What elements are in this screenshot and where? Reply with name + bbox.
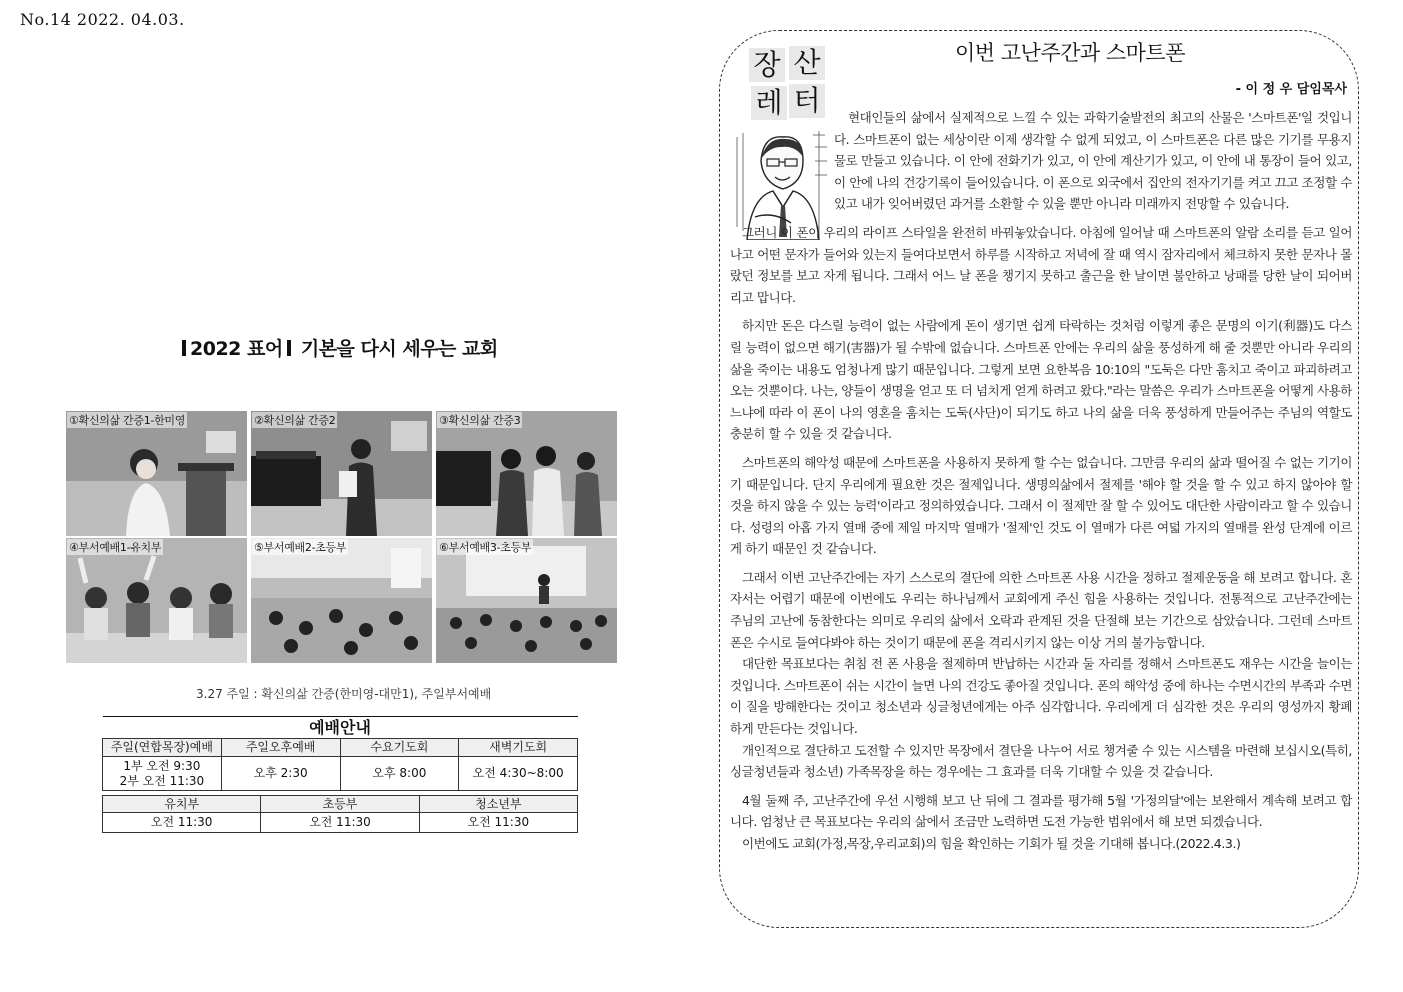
- photo-image: [66, 538, 247, 663]
- header-elementary: 초등부: [261, 796, 419, 813]
- photo-3: [436, 411, 617, 536]
- letter-paragraph: 개인적으로 결단하고 도전할 수 있지만 목장에서 결단을 나누어 서로 챙겨줄 수 있는 시스템을 마련해 보십시오(특히, 싱글청년들과 청소년) 가족목장을 하는 경우에는 그 효과를 더욱 기대할 수 있을 것 같습니다.: [730, 742, 1352, 780]
- header-afternoon: 주일오후예배: [221, 739, 340, 757]
- value-sunday: [103, 757, 222, 791]
- worship-dept-table: [102, 795, 578, 833]
- sunday-first-service: 1부 오전 9:30: [123, 758, 201, 773]
- worship-title: 예배안내: [103, 717, 578, 739]
- letter-title: 이번 고난주간과 스마트폰: [955, 41, 1185, 65]
- letter-paragraph: 그래서 이번 고난주간에는 자기 스스로의 결단에 의한 스마트폰 사용 시간을 정하고 절제운동을 해 보려고 합니다. 혼자서는 어렵기 때문에 이번에도 우리는 하나님께서 교회에게 주신 힘을 사용하는 것입니다. 전통적으로 고난주간에는 주님의 고난에 동참한다는 의미로 우리의 삶에서 오락과 관계된 것을 단절해 보는 기간으로 삼았습니다. 그런데 스마트폰은 수시로 들여다봐야 하는 것이기 때문에 폰을 격리시키지 않는 이상 거의 불가능합니다.: [730, 569, 1352, 650]
- stamp-char: 산: [789, 46, 825, 80]
- photo-image: [251, 538, 432, 663]
- letter-paragraph: 스마트폰의 해악성 때문에 스마트폰을 사용하지 못하게 할 수는 없습니다. 그만큼 우리의 삶과 떨어질 수 없는 기기이기 때문입니다. 단지 우리에게 필요한 것은 절제입니다. 생명의삶에서 절제를 '해야 할 것을 할 수 있고 하지 않아야 할 것을 하지 않을 수 있는 능력'이라고 정의하였습니다. 그래서 이 절제만 잘 할 수 있어도 대단한 사람이라고 할 수 있습니다. 성령의 아홉 가지 열매 중에 제일 마지막 열매가 '절제'인 것도 이 열매가 다른 여덟 가지의 열매를 완성 단계에 이르게 하기 때문인 것 같습니다.: [730, 454, 1352, 557]
- value-youth: 오전 11:30: [419, 813, 577, 833]
- letter-author: - 이 정 우 담임목사: [1235, 82, 1347, 97]
- value-elementary: 오전 11:30: [261, 813, 419, 833]
- photo-4: [66, 538, 247, 663]
- value-wednesday: 오후 8:00: [340, 757, 459, 791]
- letter-body: [730, 107, 1352, 855]
- value-dawn: 오전 4:30~8:00: [459, 757, 578, 791]
- header-dawn: 새벽기도회: [459, 739, 578, 757]
- motto-label: 2022 표어: [190, 338, 283, 360]
- photo-6: [436, 538, 617, 663]
- photo-5: [251, 538, 432, 663]
- letter-paragraph: 현대인들의 삶에서 실제적으로 느낄 수 있는 과학기술발전의 최고의 산물은 '스마트폰'일 것입니다. 스마트폰이 없는 세상이란 이제 생각할 수 없게 되었고, 이 스마트폰은 다른 많은 기기를 무용지물로 만들고 있습니다. 이 안에 전화기가 있고, 이 안에 계산기가 있고, 이 안에 내 통장이 들어 있고, 이 안에 나의 건강기록이 들어있습니다. 이 폰으로 외국에서 집안의 전자기기를 켜고 끄고 조정할 수 있고 내가 잊어버렸던 과거를 소환할 수 있을 뿐만 아니라 미래까지 전망할 수 있습니다.: [834, 110, 1352, 212]
- bar-mark: [182, 340, 186, 356]
- stamp-char: 터: [789, 84, 825, 118]
- motto-text: 기본을 다시 세우는 교회: [300, 338, 498, 360]
- photo-caption: ⑥부서예배3-초등부: [439, 541, 532, 554]
- header-sunday: 주일(연합목장)예배: [103, 739, 222, 757]
- header-wednesday: 수요기도회: [340, 739, 459, 757]
- stamp-char: 레: [751, 86, 787, 120]
- stamp-char: 장: [749, 48, 785, 82]
- photo-image: [251, 411, 432, 536]
- letter-paragraph: 4월 둘째 주, 고난주간에 우선 시행해 보고 난 뒤에 그 결과를 평가해 5월 '가정의달'에는 보완해서 계속해 보려고 합니다. 엄청난 큰 목표보다는 우리의 삶에서 조금만 노력하면 도전 가능한 범위에서 해 보면 되겠습니다.: [730, 792, 1352, 830]
- header-youth: 청소년부: [419, 796, 577, 813]
- header-kindergarten: 유치부: [103, 796, 261, 813]
- photo-image: [436, 538, 617, 663]
- photo-grid-caption: 3.27 주일 : 확신의삶 간증(한미영-대만1), 주일부서예배: [196, 687, 492, 701]
- worship-schedule: [102, 716, 578, 833]
- photo-2: [251, 411, 432, 536]
- worship-main-table: [102, 716, 578, 791]
- bar-mark: [287, 340, 291, 356]
- photo-caption: ③확신의삶 간증3: [439, 414, 521, 427]
- letter-paragraph: 대단한 목표보다는 취침 전 폰 사용을 절제하며 반납하는 시간과 둘 자리를 정해서 스마트폰도 재우는 시간을 늘이는 것입니다. 스마트폰이 쉬는 시간이 늘면 나의 건강도 좋아질 것입니다. 폰의 해악성 중에 하나는 수면시간의 부족과 수면이 질을 방해한다는 것이고 청소년과 싱글청년에게는 아주 심각합니다. 우리에게 더 심각한 것은 우리의 영성까지 황폐하게 만든다는 것입니다.: [730, 656, 1353, 737]
- photo-caption: ④부서예배1-유치부: [69, 541, 162, 554]
- value-kindergarten: 오전 11:30: [103, 813, 261, 833]
- photo-1: [66, 411, 247, 536]
- issue-number: No.14 2022. 04.03.: [20, 10, 185, 29]
- letter-paragraph: 하지만 돈은 다스릴 능력이 없는 사람에게 돈이 생기면 쉽게 타락하는 것처럼 이렇게 좋은 문명의 이기(利器)도 다스릴 능력이 없으면 해기(害器)가 될 수밖에 없습니다. 스마트폰 안에는 우리의 삶을 풍성하게 해 줄 것뿐만 아니라 우리의 삶을 죽이는 내용도 엄청나게 많기 때문입니다. 그렇게 보면 요한복음 10:10의 "도둑은 다만 훔치고 죽이고 파괴하려고 오는 것뿐이다. 나는, 양들이 생명을 얻고 또 더 넘치게 얻게 하려고 왔다."라는 말씀은 우리가 스마트폰을 어떻게 사용하느냐에 따라 이 폰이 나의 영혼을 훔치는 도둑(사단)이 되기도 하고 나의 삶을 더욱 풍성하게 만들어주는 주님의 역할도 충분히 할 수 있을 것 같습니다.: [730, 318, 1352, 442]
- photo-grid: [66, 411, 618, 663]
- photo-image: [66, 411, 247, 536]
- photo-image: [436, 411, 617, 536]
- letter-paragraph: 그러니 이 폰이 우리의 라이프 스타일을 완전히 바꿔놓았습니다. 아침에 일어날 때 스마트폰의 알람 소리를 듣고 일어나고 어떤 문자가 들어와 있는지 들여다보면서 하루를 시작하고 저녁에 잘 때 역시 잠자리에서 체크하지 못한 문자나 몰랐던 정보를 보고 자게 됩니다. 그래서 어느 날 폰을 챙기지 못하고 출근을 한 날이면 불안하고 낭패를 당한 날이 되어버리고 맙니다.: [730, 224, 1352, 305]
- photo-caption: ①확신의삶 간증1-한미영: [69, 414, 186, 427]
- motto-heading: [178, 334, 518, 361]
- value-afternoon: 오후 2:30: [221, 757, 340, 791]
- photo-caption: ⑤부서예배2-초등부: [254, 541, 347, 554]
- sunday-second-service: 2부 오전 11:30: [119, 773, 205, 788]
- photo-caption: ②확신의삶 간증2: [254, 414, 336, 427]
- letter-paragraph: 이번에도 교회(가정,목장,우리교회)의 힘을 확인하는 기회가 될 것을 기대해 봅니다.(2022.4.3.): [742, 836, 1241, 851]
